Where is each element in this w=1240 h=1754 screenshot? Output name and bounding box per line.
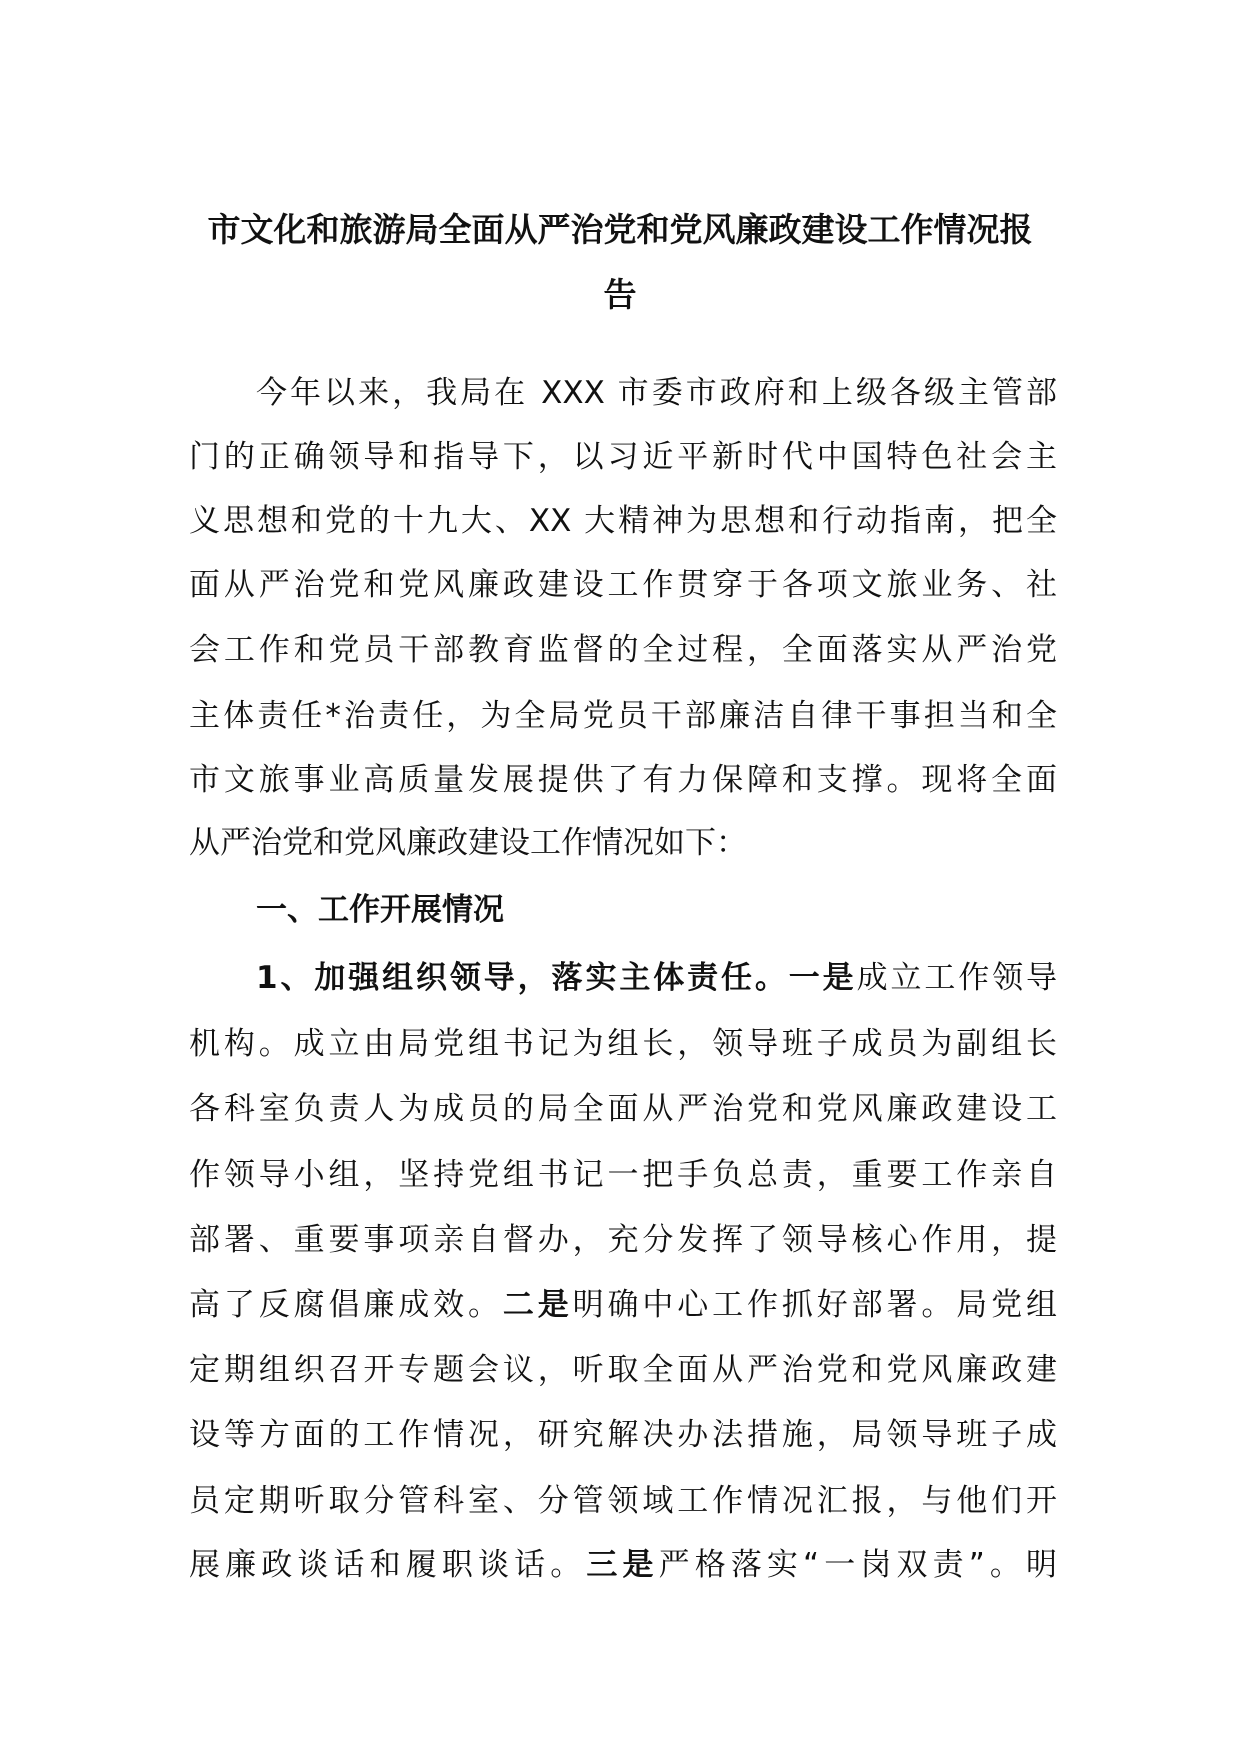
text: 面从严治党和党风廉政建设工作贯穿于各项文旅业务、社 <box>189 567 1057 603</box>
section-1-paragraph-line <box>189 1283 1057 1327</box>
bold-text: 二是 <box>502 1287 573 1323</box>
section-1-paragraph-line <box>189 1087 1057 1131</box>
text: 明确中心工作抓好部署。局党组 <box>572 1287 1057 1323</box>
intro-paragraph-line <box>189 435 1057 479</box>
section-1-paragraph-line <box>256 956 1057 1000</box>
section-1-paragraph-line <box>189 1413 1057 1457</box>
text: 严格落实“一岗双责”。明 <box>658 1547 1058 1583</box>
text: 今年以来，我局在 XXX 市委市政府和上级各级主管部 <box>256 375 1057 411</box>
text: 市文旅事业高质量发展提供了有力保障和支撑。现将全面 <box>189 762 1057 798</box>
intro-paragraph-line <box>189 694 1057 738</box>
intro-paragraph-line <box>189 499 1057 543</box>
text: 会工作和党员干部教育监督的全过程，全面落实从严治党 <box>189 632 1057 668</box>
text: 成立工作领导 <box>856 960 1058 996</box>
section-heading-line <box>256 888 1057 932</box>
text: 机构。成立由局党组书记为组长，领导班子成员为副组长 <box>189 1026 1057 1062</box>
text: 作领导小组，坚持党组书记一把手负总责，重要工作亲自 <box>189 1157 1057 1193</box>
document-title-line-2: 告 <box>603 275 637 314</box>
section-1-paragraph-line <box>189 1543 1057 1587</box>
intro-paragraph-line <box>256 371 1057 415</box>
section-1-paragraph-line <box>189 1153 1057 1197</box>
intro-paragraph-line <box>189 563 1057 607</box>
intro-paragraph-line <box>189 758 1057 802</box>
document-title-line-1: 市文化和旅游局全面从严治党和党风廉政建设工作情况报 <box>207 210 1033 249</box>
section-1-paragraph-line <box>189 1348 1057 1392</box>
text: 定期组织召开专题会议，听取全面从严治党和党风廉政建 <box>189 1352 1057 1388</box>
section-1-paragraph-line <box>189 1022 1057 1066</box>
text: 义思想和党的十九大、XX 大精神为思想和行动指南，把全 <box>189 503 1057 539</box>
text: 设等方面的工作情况，研究解决办法措施，局领导班子成 <box>189 1417 1057 1453</box>
text: 高了反腐倡廉成效。 <box>189 1287 503 1323</box>
bold-text: 三是 <box>586 1547 659 1583</box>
section-1-paragraph-line <box>189 1479 1057 1523</box>
text: 各科室负责人为成员的局全面从严治党和党风廉政建设工 <box>189 1091 1057 1127</box>
text: 主体责任*治责任，为全局党员干部廉洁自律干事担当和全 <box>189 698 1057 734</box>
bold-text: 1、加强组织领导，落实主体责任。一是 <box>256 960 857 996</box>
text: 展廉政谈话和履职谈话。 <box>189 1547 587 1583</box>
text: 从严治党和党风廉政建设工作情况如下： <box>189 825 747 861</box>
text: 门的正确领导和指导下，以习近平新时代中国特色社会主 <box>189 439 1057 475</box>
bold-text: 一、工作开展情况 <box>256 892 504 928</box>
intro-paragraph-line <box>189 628 1057 672</box>
intro-paragraph-line <box>189 821 1057 865</box>
section-1-paragraph-line <box>189 1218 1057 1262</box>
text: 部署、重要事项亲自督办，充分发挥了领导核心作用，提 <box>189 1222 1057 1258</box>
text: 员定期听取分管科室、分管领域工作情况汇报，与他们开 <box>189 1483 1057 1519</box>
